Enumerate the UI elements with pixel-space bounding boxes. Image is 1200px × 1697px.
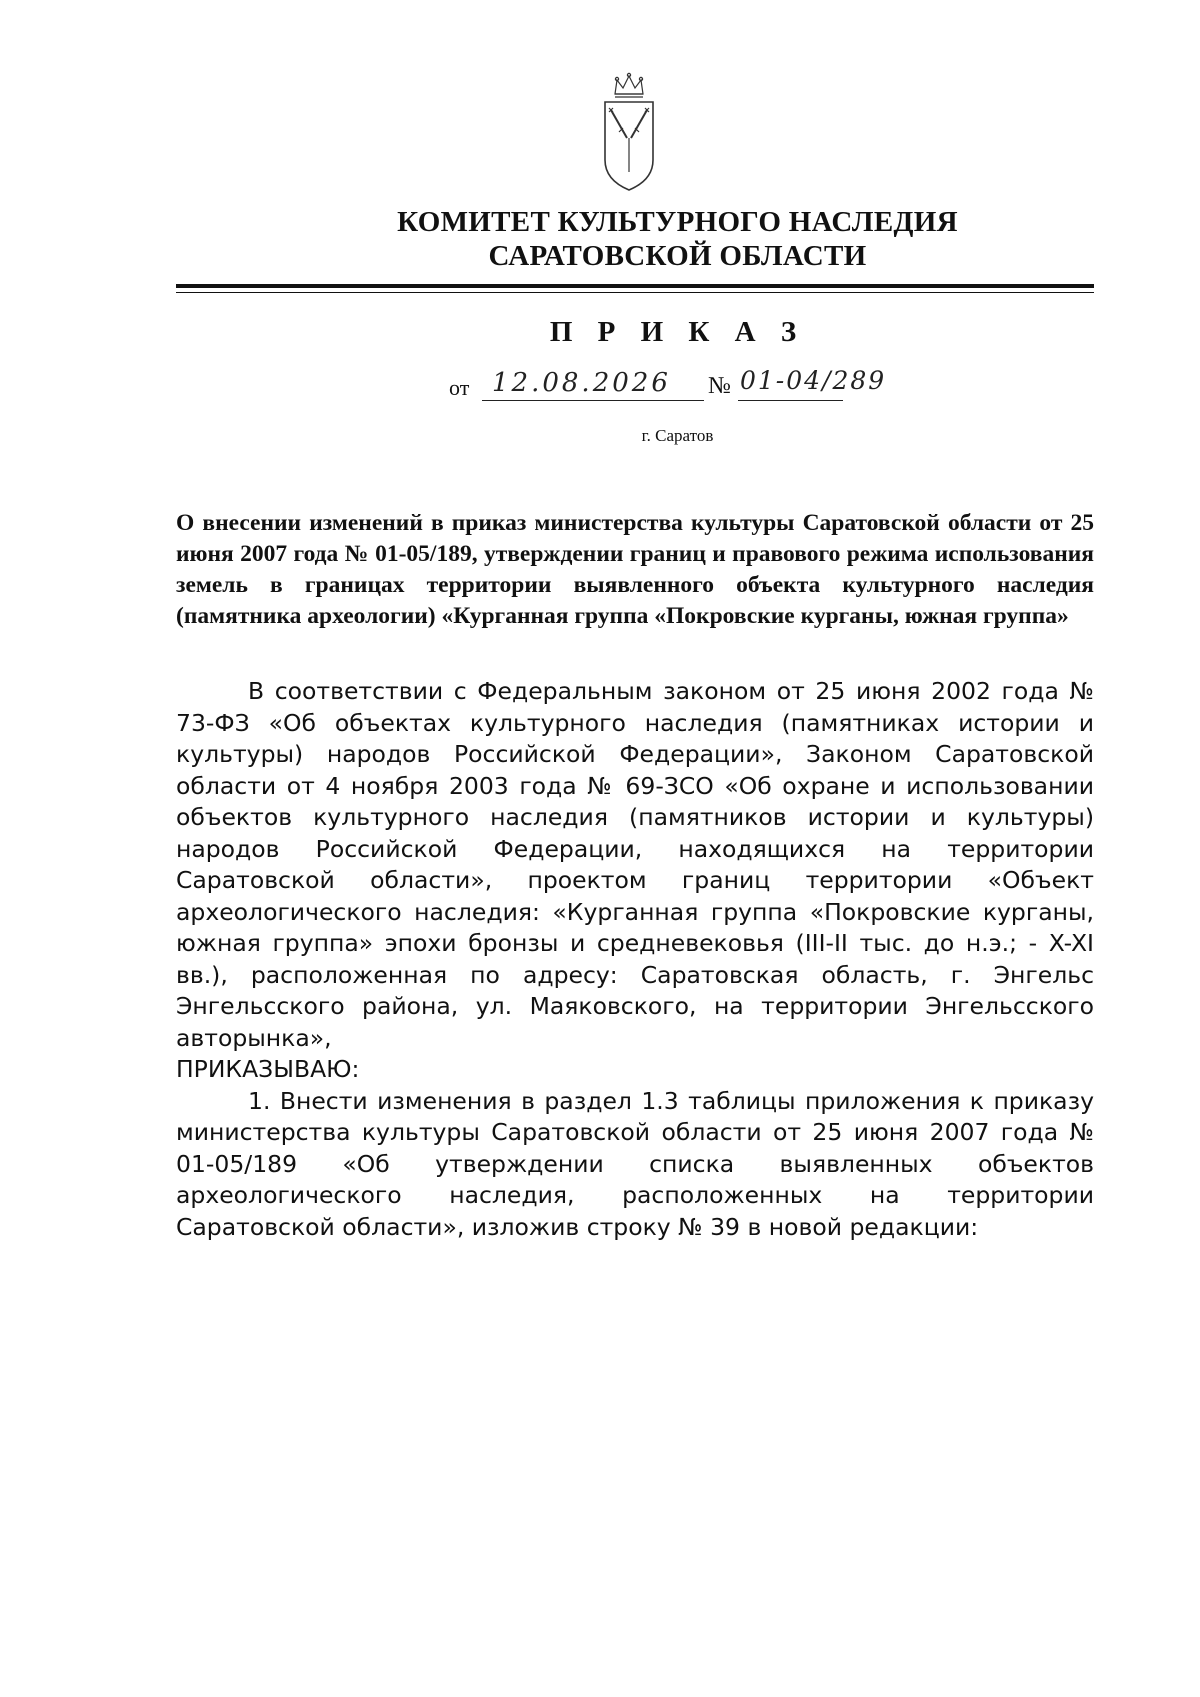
- order-title: О внесении изменений в приказ министерства культуры Саратовской области от 25 июня 2007 года № 01-05/189, утверждении границ и правового режима использования земель в границах территории выявленного объекта культурного наследия (памятника археологии) «Курганная группа «Покровские курганы, южная группа»: [176, 510, 1094, 629]
- organization-name-line1: КОМИТЕТ КУЛЬТУРНОГО НАСЛЕДИЯ: [397, 206, 958, 238]
- order-number-handwritten: 01-04/289: [740, 366, 887, 395]
- document-type-heading: П Р И К А З: [549, 316, 806, 348]
- header-divider-thin: [176, 292, 1094, 293]
- date-underline: [482, 400, 704, 401]
- header-divider-thick: [176, 284, 1094, 288]
- date-prefix: от: [449, 375, 470, 400]
- order-directive-word: ПРИКАЗЫВАЮ:: [176, 1055, 360, 1083]
- number-underline: [738, 400, 843, 401]
- order-date-handwritten: 12.08.2026: [492, 368, 671, 398]
- number-prefix: №: [708, 373, 731, 399]
- preamble-paragraph: В соответствии с Федеральным законом от 25 июня 2002 года № 73-ФЗ «Об объектах культурного наследия (памятниках истории и культуры) народов Российской Федерации», Законом Саратовской области от 4 ноября 2003 года № 69-ЗСО «Об охране и использовании объектов культурного наследия (памятников истории и культуры) народов Российской Федерации, находящихся на территории Саратовской области», проектом границ территории «Объект археологического наследия: «Курганная группа «Покровские курганы, южная группа» эпохи бронзы и средневековья (III-II тыс. до н.э.; - X-XI вв.), расположенная по адресу: Саратовская область, г. Энгельс Энгельсского района, ул. Маяковского, на территории Энгельсского авторынка»,: [176, 677, 1094, 1052]
- item-1-paragraph: 1. Внести изменения в раздел 1.3 таблицы приложения к приказу министерства культуры Саратовской области от 25 июня 2007 года № 01-05/189 «Об утверждении списка выявленных объектов археологического наследия, расположенных на территории Саратовской области», изложив строку № 39 в новой редакции:: [176, 1086, 1094, 1241]
- coat-of-arms-emblem: [599, 72, 659, 194]
- order-body: [176, 676, 1094, 1243]
- issue-city: г. Саратов: [641, 426, 714, 445]
- organization-name-line2: САРАТОВСКОЙ ОБЛАСТИ: [488, 240, 867, 272]
